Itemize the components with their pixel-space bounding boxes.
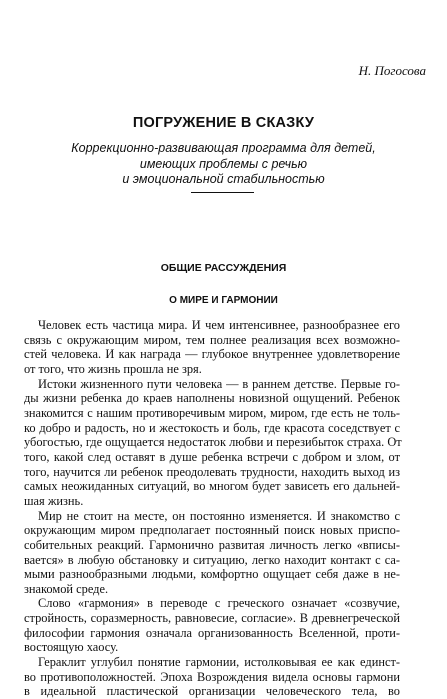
text-line: Гераклит углубил понятие гармонии, истолковывая ее как единст- xyxy=(38,655,400,670)
title-divider xyxy=(191,192,254,193)
text-line: шая жизнь. xyxy=(24,493,84,508)
text-line: того, какой след оставят в душе ребенка встречи с добром и злом, от xyxy=(24,449,400,464)
text-line: убогостью, где ощущается недостаток любви и перезибыток страха. От xyxy=(24,435,402,450)
text-line: Человек есть частица мира. И чем интенсивнее, разнообразнее его xyxy=(38,318,400,332)
text-line: знакомится с нашим противоречивым миром, миром, где есть не толь- xyxy=(24,405,400,420)
document-subtitle xyxy=(0,141,447,188)
text-line: ко добро и радость, но и жестокость и боль, где красота соседствует с xyxy=(24,420,400,435)
text-line: самых неожиданных ситуаций, во многом будет зависеть его дальней- xyxy=(24,479,400,494)
text-line: знакомой среде. xyxy=(24,581,109,596)
text-line: стройность, соразмерность, равновесие, согласие». В древнегреческой xyxy=(24,611,400,626)
text-line: связь с окружающим миром, тем полнее реализация всех возможно- xyxy=(24,332,400,347)
text-line: во противоположностей. Эпоха Возрождения видела основы гармони xyxy=(24,669,400,684)
text-line: мыми разнообразными людьми, комфортно ощущает себя даже в не- xyxy=(24,567,400,582)
text-line: Мир не стоит на месте, он постоянно изменяется. И знакомство с xyxy=(38,508,400,523)
text-line: философии гармония означала организованность Вселенной, проти- xyxy=(24,625,400,640)
document-title: ПОГРУЖЕНИЕ В СКАЗКУ xyxy=(132,115,315,131)
text-line: Слово «гармония» в переводе с греческого означает «созвучие, xyxy=(38,596,400,611)
body-text xyxy=(24,318,400,699)
text-line: собительных реакций. Гармонично развитая личность легко «вписы- xyxy=(24,537,400,552)
text-line: стей человека. И как награда — глубокое внутреннее удовлетворение xyxy=(24,347,400,362)
text-line: Истоки жизненного пути человека — в раннем детстве. Первые го- xyxy=(38,376,400,391)
text-line: окружающим миром предполагает постоянный поиск новых приспо- xyxy=(24,523,400,538)
text-line: в идеальной пластической организации человеческого тела, во xyxy=(24,684,400,699)
subtitle-line: и эмоциональной стабильностью xyxy=(122,172,325,186)
subtitle-line: Коррекционно-развивающая программа для детей, xyxy=(71,141,376,155)
author-name: Н. Погосова xyxy=(358,63,426,78)
subtitle-line: имеющих проблемы с речью xyxy=(139,156,308,171)
subsection-heading: О МИРЕ И ГАРМОНИИ xyxy=(169,295,278,306)
text-line: от того, что жизнь прошла не зря. xyxy=(24,361,202,376)
text-line: вается» в любую обстановку и ситуацию, легко находит контакт с са- xyxy=(24,552,400,567)
text-line: того, научится ли ребенок преодолевать трудности, находить выход из xyxy=(24,464,400,479)
text-line: востоящую хаосу. xyxy=(24,640,119,655)
section-heading: ОБЩИЕ РАССУЖДЕНИЯ xyxy=(160,262,287,274)
text-line: ды жизни ребенка до краев наполнены новизной ощущений. Ребенок xyxy=(24,391,400,406)
